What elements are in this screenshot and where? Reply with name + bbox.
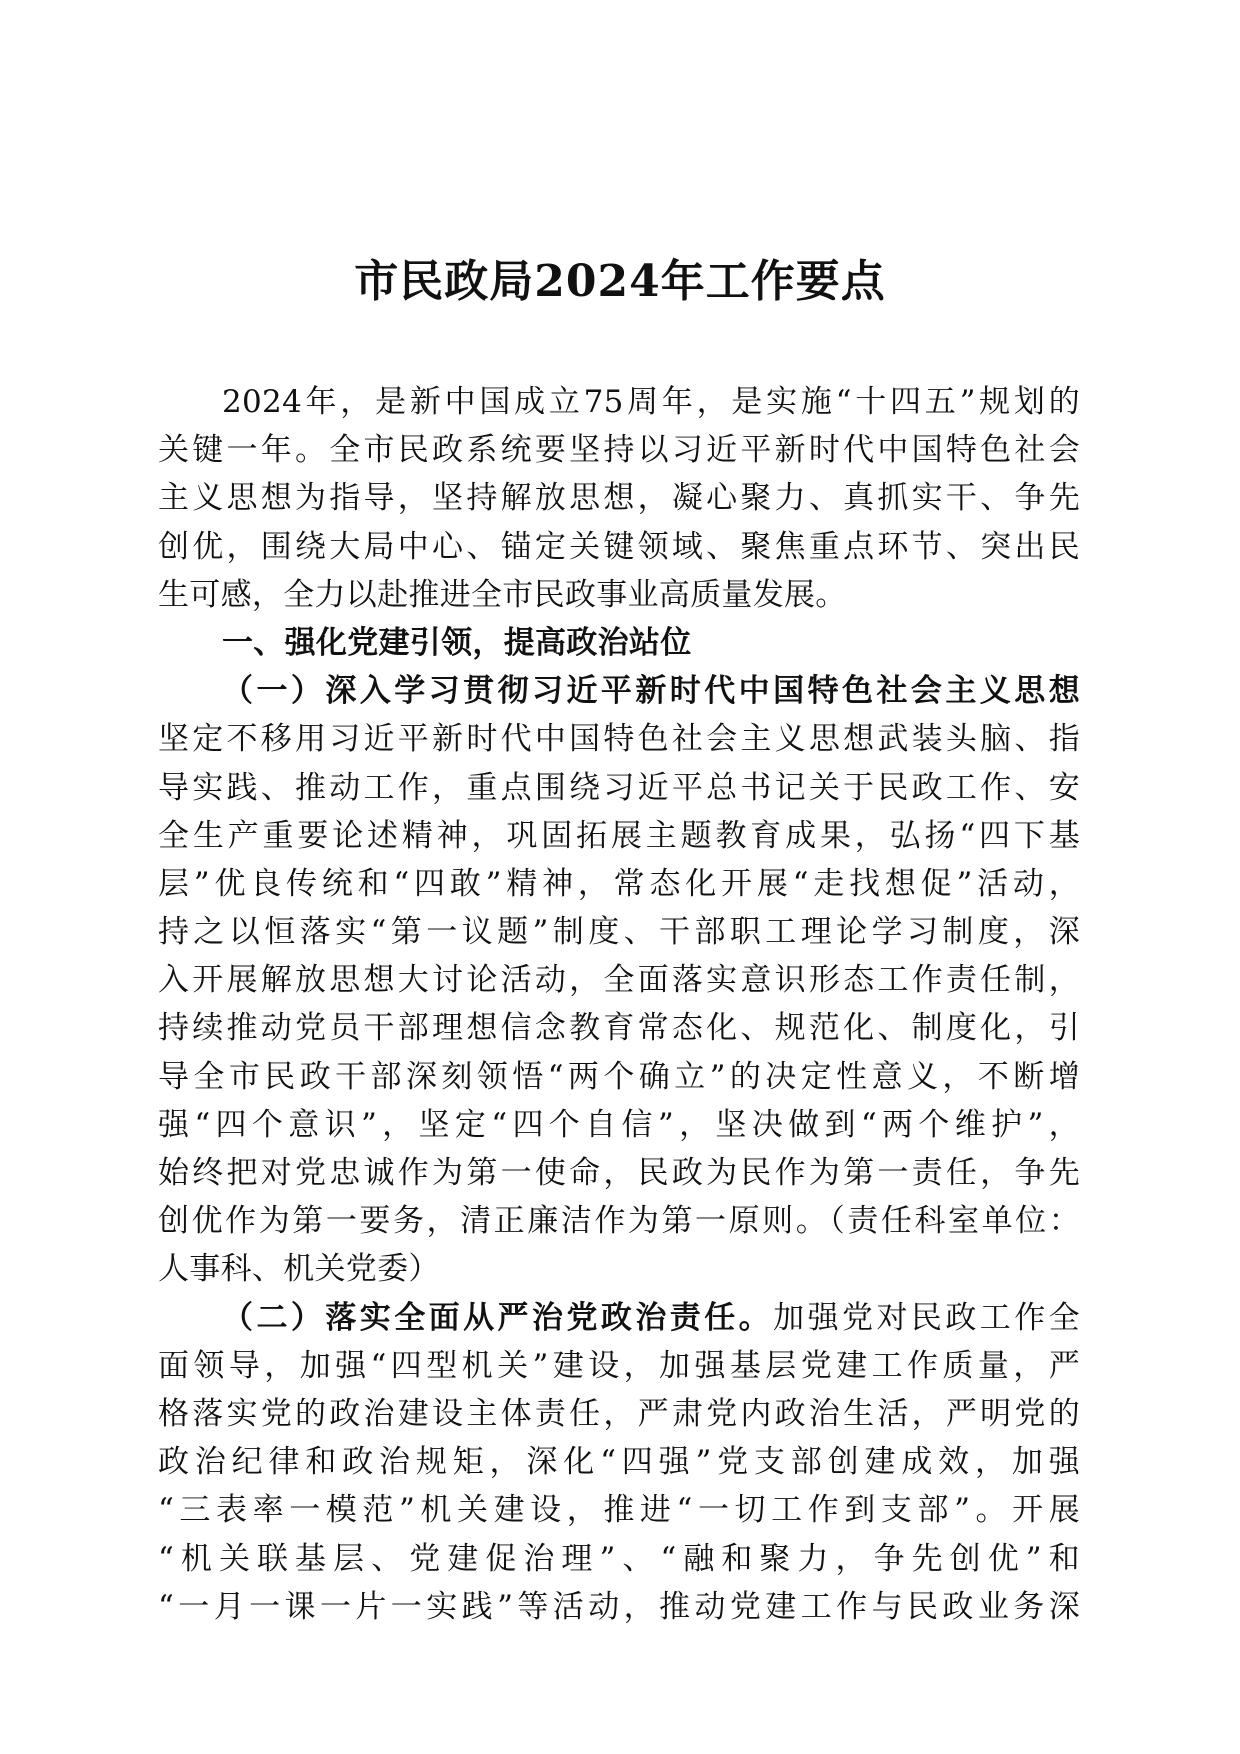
- item-line: 持之以恒落实“第一议题”制度、干部职工理论学习制度，深: [158, 914, 1080, 951]
- item-first-line: [158, 1294, 1080, 1342]
- item-line: 强“四个意识”，坚定“四个自信”，坚决做到“两个维护”，: [158, 1106, 1080, 1143]
- item-line: 坚定不移用习近平新时代中国特色社会主义思想武装头脑、指: [158, 721, 1080, 758]
- section-heading: 一、强化党建引领，提高政治站位: [222, 624, 692, 661]
- item-line: 始终把对党忠诚作为第一使命，民政为民作为第一责任，争先: [158, 1155, 1080, 1191]
- item-title: （一）深入学习贯彻习近平新时代中国特色社会主义思想: [222, 673, 1080, 710]
- item-line: 持续推动党员干部理想信念教育常态化、规范化、制度化，引: [158, 1010, 1080, 1047]
- item-line: 入开展解放思想大讨论活动，全面落实意识形态工作责任制，: [158, 962, 1080, 999]
- intro-line: 创优，围绕大局中心、锚定关键领域、聚焦重点环节、突出民: [158, 528, 1080, 565]
- item-line: 政治纪律和政治规矩，深化“四强”党支部创建成效，加强: [158, 1444, 1080, 1481]
- item-title: （二）落实全面从严治党政治责任。: [222, 1299, 774, 1336]
- item-line: “三表率一模范”机关建设，推进“一切工作到支部”。开展: [158, 1492, 1080, 1529]
- item-line: 面领导，加强“四型机关”建设，加强基层党建工作质量，严: [158, 1347, 1080, 1384]
- item-line: 导全市民政干部深刻领悟“两个确立”的决定性意义，不断增: [158, 1058, 1080, 1095]
- intro-line: 主义思想为指导，坚持解放思想，凝心聚力、真抓实干、争先: [158, 480, 1080, 517]
- intro-line: 生可感，全力以赴推进全市民政事业高质量发展。: [158, 576, 847, 613]
- intro-line: 关键一年。全市民政系统要坚持以习近平新时代中国特色社会: [158, 432, 1080, 469]
- item-text: 加强党对民政工作全: [773, 1299, 1080, 1336]
- item-line: 全生产重要论述精神，巩固拓展主题教育成果，弘扬“四下基: [158, 817, 1080, 854]
- item-line: 人事科、机关党委）: [158, 1251, 440, 1288]
- item-line: 导实践、推动工作，重点围绕习近平总书记关于民政工作、安: [158, 769, 1080, 806]
- document-body: [158, 378, 1080, 1631]
- page-title: 市民政局2024年工作要点: [354, 256, 886, 307]
- item-line: “一月一课一片一实践”等活动，推动党建工作与民政业务深: [158, 1588, 1080, 1625]
- item-line: “机关联基层、党建促治理”、“融和聚力，争先创优”和: [158, 1540, 1080, 1577]
- intro-line: 2024年，是新中国成立75周年，是实施“十四五”规划的: [222, 384, 1080, 420]
- item-line: 格落实党的政治建设主体责任，严肃党内政治生活，严明党的: [158, 1395, 1080, 1432]
- item-line: 创优作为第一要务，清正廉洁作为第一原则。（责任科室单位：: [158, 1203, 1080, 1240]
- item-line: 层”优良传统和“四敢”精神，常态化开展“走找想促”活动，: [158, 865, 1080, 902]
